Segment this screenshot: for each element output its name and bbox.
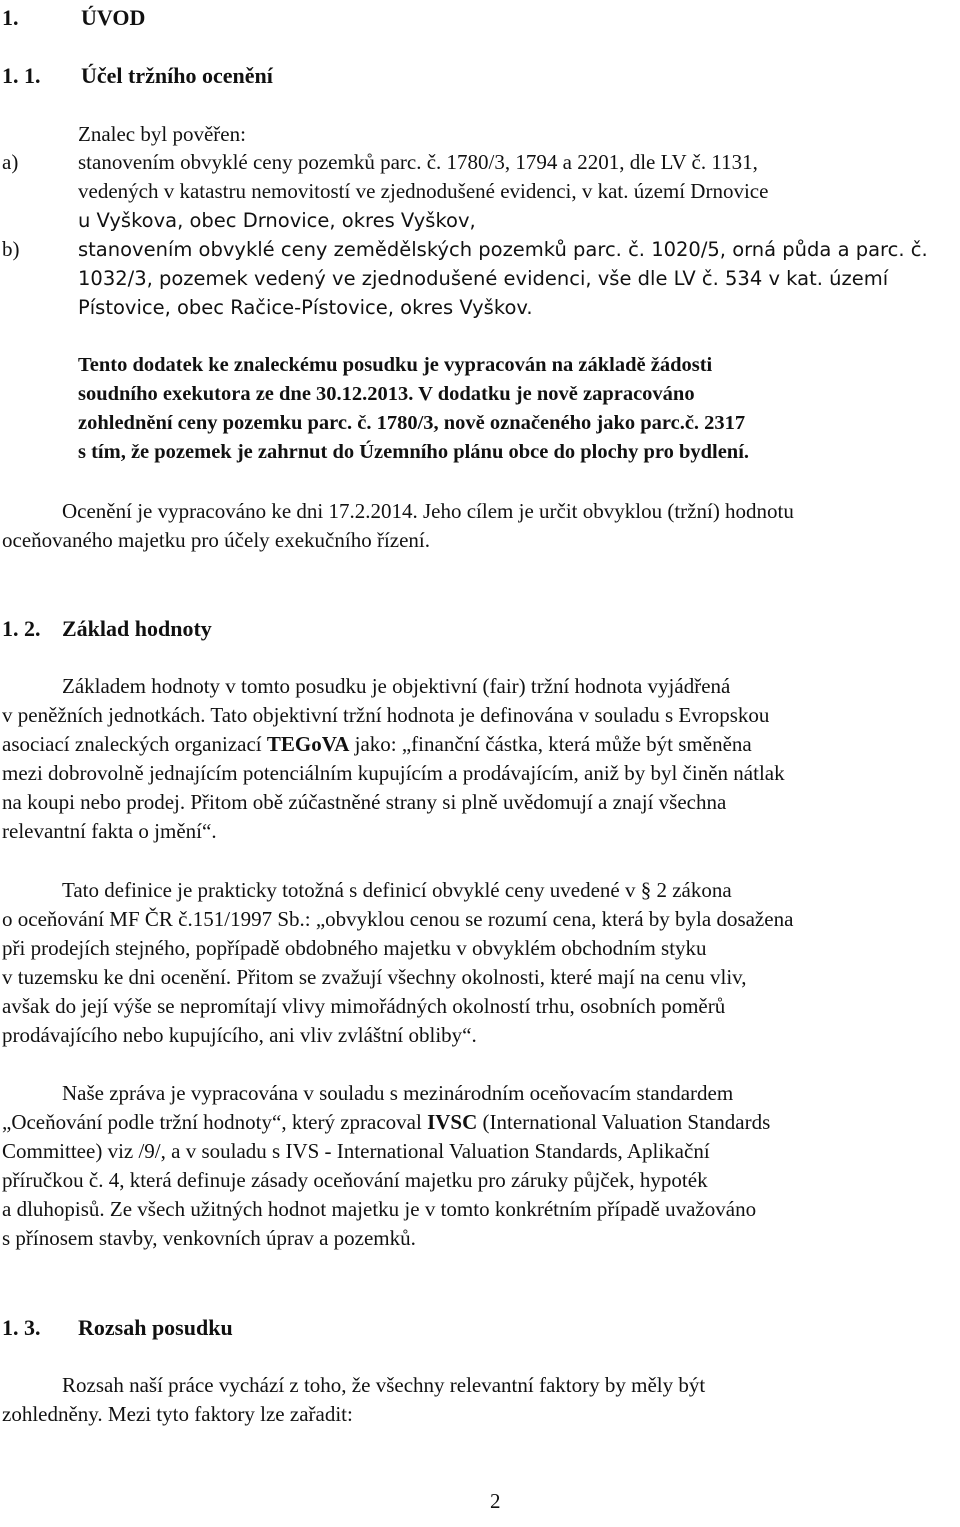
list-marker-b: b) xyxy=(2,237,20,261)
standard-para-line-3: Committee) viz /9/, a v souladu s IVS - International Valuation Standards, Aplikační xyxy=(2,1139,710,1163)
standard-text: „Oceňování podle tržní hodnoty“, který zpracoval xyxy=(2,1110,428,1134)
bold-para-line-3: zohlednění ceny pozemku parc. č. 1780/3, nově označeného jako parc.č. 2317 xyxy=(78,412,746,434)
intro-line: Znalec byl pověřen: xyxy=(78,122,246,146)
basis-para-line-1: Základem hodnoty v tomto posudku je objektivní (fair) tržní hodnota vyjádřená xyxy=(62,674,731,698)
basis-text: jako: „finanční částka, která může být směněna xyxy=(349,732,752,756)
intro-b-line-3: Pístovice, obec Račice-Pístovice, okres Vyškov. xyxy=(78,296,533,319)
heading-1-1-number: 1. 1. xyxy=(2,63,41,88)
basis-para-line-6: relevantní fakta o jmění“. xyxy=(2,819,217,843)
intro-b-line-1: stanovením obvyklé ceny zemědělských pozemků parc. č. 1020/5, orná půda a parc. č. xyxy=(78,238,928,261)
definition-para-line-5: avšak do její výše se nepromítají vlivy mimořádných okolností trhu, osobních poměrů xyxy=(2,994,726,1018)
date-para-line-1: Ocenění je vypracováno ke dni 17.2.2014. Jeho cílem je určit obvyklou (tržní) hodnotu xyxy=(62,499,794,523)
definition-para-line-3: při prodejích stejného, popřípadě obdobného majetku v obvyklém obchodním styku xyxy=(2,936,707,960)
heading-1-2-title: Základ hodnoty xyxy=(62,616,212,641)
ivsc-term: IVSC xyxy=(427,1110,478,1134)
definition-para-line-6: prodávajícího nebo kupujícího, ani vliv zvláštní obliby“. xyxy=(2,1023,477,1047)
standard-para-line-1: Naše zpráva je vypracována v souladu s mezinárodním oceňovacím standardem xyxy=(62,1081,734,1105)
standard-para-line-2 xyxy=(2,1108,770,1137)
basis-para-line-4: mezi dobrovolně jednajícím potenciálním kupujícím a prodávajícím, aniž by byl činěn nátlak xyxy=(2,761,785,785)
definition-para-line-1: Tato definice je prakticky totožná s definicí obvyklé ceny uvedené v § 2 zákona xyxy=(62,878,732,902)
intro-a-line-1: stanovením obvyklé ceny pozemků parc. č. 1780/3, 1794 a 2201, dle LV č. 1131, xyxy=(78,150,758,174)
bold-para-line-4: s tím, že pozemek je zahrnut do Územního plánu obce do plochy pro bydlení. xyxy=(78,441,750,463)
scope-para-line-2: zohledněny. Mezi tyto faktory lze zařadit: xyxy=(2,1402,353,1426)
heading-1-title: ÚVOD xyxy=(81,5,146,30)
scope-para-line-1: Rozsah naší práce vychází z toho, že všechny relevantní faktory by měly být xyxy=(62,1373,706,1397)
basis-para-line-3 xyxy=(2,730,752,759)
standard-para-line-5: a dluhopisů. Ze všech užitných hodnot majetku je v tomto konkrétním případě uvažováno xyxy=(2,1197,757,1221)
intro-a-line-2: vedených v katastru nemovitostí ve zjednodušené evidenci, v kat. území Drnovice xyxy=(78,179,769,203)
basis-text: asociací znaleckých organizací xyxy=(2,732,267,756)
heading-1-3-number: 1. 3. xyxy=(2,1315,41,1340)
intro-a-line-3: u Vyškova, obec Drnovice, okres Vyškov, xyxy=(78,209,476,232)
bold-para-line-1: Tento dodatek ke znaleckému posudku je vypracován na základě žádosti xyxy=(78,354,713,376)
heading-1-3-title: Rozsah posudku xyxy=(78,1315,233,1340)
standard-para-line-4: příručkou č. 4, která definuje zásady oceňování majetku pro záruky půjček, hypoték xyxy=(2,1168,708,1192)
heading-1-number: 1. xyxy=(2,5,19,30)
standard-para-line-6: s přínosem stavby, venkovních úprav a pozemků. xyxy=(2,1226,416,1250)
definition-para-line-4: v tuzemsku ke dni ocenění. Přitom se zvažují všechny okolnosti, které mají na cenu vliv, xyxy=(2,965,747,989)
bold-para-line-2: soudního exekutora ze dne 30.12.2013. V dodatku je nově zapracováno xyxy=(78,383,695,405)
date-para-line-2: oceňovaného majetku pro účely exekučního řízení. xyxy=(2,528,430,552)
standard-text: (International Valuation Standards xyxy=(477,1110,771,1134)
tegova-term: TEGoVA xyxy=(266,732,350,756)
list-marker-a: a) xyxy=(2,150,19,174)
basis-para-line-2: v peněžních jednotkách. Tato objektivní tržní hodnota je definována v souladu s Evropskou xyxy=(2,703,770,727)
heading-1-2-number: 1. 2. xyxy=(2,616,41,641)
basis-para-line-5: na koupi nebo prodej. Přitom obě zúčastněné strany si plně uvědomují a znají všechna xyxy=(2,790,727,814)
intro-b-line-2: 1032/3, pozemek vedený ve zjednodušené evidenci, vše dle LV č. 534 v kat. území xyxy=(78,267,889,290)
page-number: 2 xyxy=(490,1489,501,1513)
definition-para-line-2: o oceňování MF ČR č.151/1997 Sb.: „obvyklou cenou se rozumí cena, která by byla dosažena xyxy=(2,907,794,931)
heading-1-1-title: Účel tržního ocenění xyxy=(81,63,273,88)
